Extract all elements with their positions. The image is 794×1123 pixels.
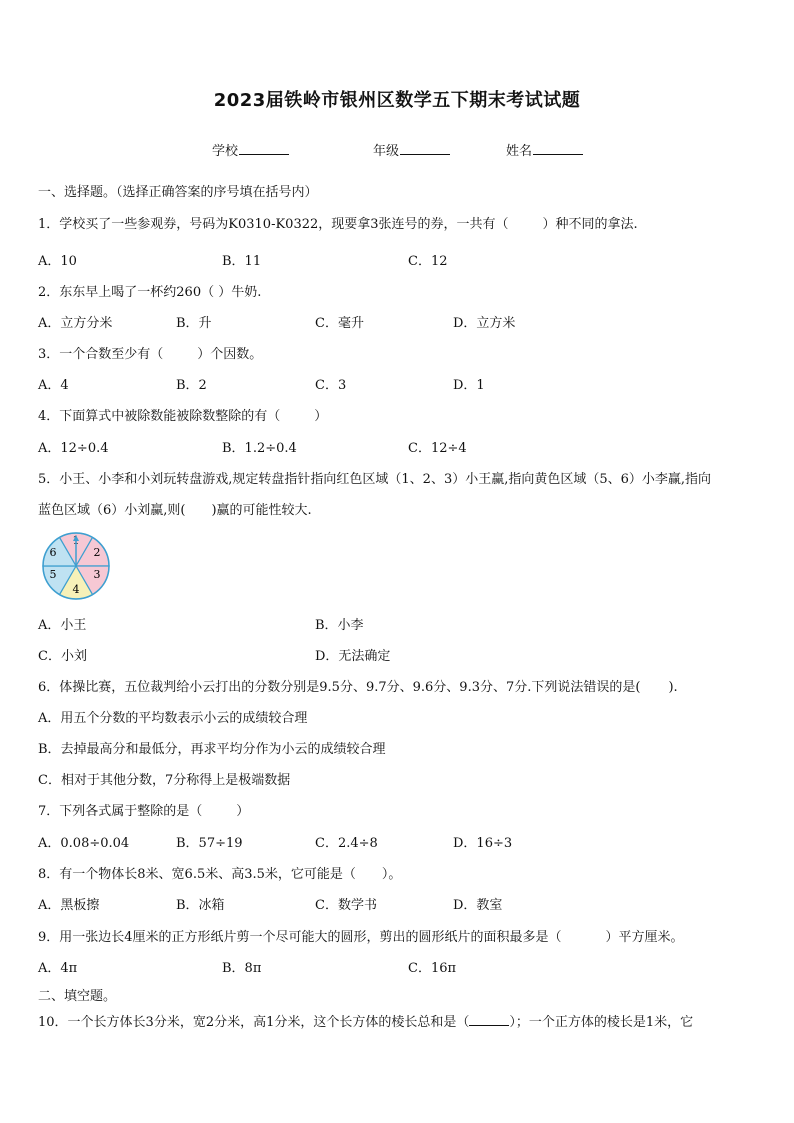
wheel-label-6: 6 bbox=[49, 546, 57, 559]
q9-option-a[interactable]: A．4π bbox=[38, 961, 78, 976]
question-10-text-a: 10．一个长方体长3分米，宽2分米，高1分米，这个长方体的棱长总和是（ bbox=[38, 1015, 470, 1030]
q1-option-c[interactable]: C．12 bbox=[408, 254, 448, 269]
question-8: 8．有一个物体长8米、宽6.5米、高3.5米，它可能是（ ）。 bbox=[38, 867, 402, 882]
school-blank[interactable] bbox=[239, 142, 289, 155]
question-4-text-a: 4．下面算式中被除数能被除数整除的有（ bbox=[38, 409, 281, 424]
question-9 bbox=[38, 926, 684, 945]
q7-option-b[interactable]: B．57÷19 bbox=[176, 836, 243, 851]
question-9-text-b: ）平方厘米。 bbox=[605, 930, 684, 945]
spinner-wheel bbox=[36, 530, 118, 602]
question-6 bbox=[38, 676, 678, 695]
grade-blank[interactable] bbox=[400, 142, 450, 155]
q4-option-a[interactable]: A．12÷0.4 bbox=[38, 441, 109, 456]
q3-option-a[interactable]: A．4 bbox=[38, 378, 69, 393]
question-6-text-a: 6．体操比赛，五位裁判给小云打出的分数分别是9.5分、9.7分、9.6分、9.3分、7分.下列说法错误的是( bbox=[38, 680, 641, 695]
page-title: 2023届铁岭市银州区数学五下期末考试试题 bbox=[213, 90, 581, 111]
q7-option-d[interactable]: D．16÷3 bbox=[453, 836, 513, 851]
q2-option-c[interactable]: C．毫升 bbox=[315, 316, 364, 331]
q9-option-c[interactable]: C．16π bbox=[408, 961, 457, 976]
q3-option-d[interactable]: D．1 bbox=[453, 378, 485, 393]
school-label: 学校 bbox=[212, 144, 239, 159]
question-7 bbox=[38, 800, 249, 819]
question-5-text-a: 蓝色区域（6）小刘赢,则( bbox=[38, 503, 186, 518]
q5-option-c[interactable]: C．小刘 bbox=[38, 649, 87, 664]
question-1-text-b: ）种不同的拿法. bbox=[542, 217, 638, 232]
q8-option-c[interactable]: C．数学书 bbox=[315, 898, 377, 913]
q8-option-d[interactable]: D．教室 bbox=[453, 898, 503, 913]
question-4-text-b: ） bbox=[314, 409, 328, 424]
question-10 bbox=[38, 1011, 693, 1030]
q4-option-b[interactable]: B．1.2÷0.4 bbox=[222, 441, 297, 456]
q5-option-d[interactable]: D．无法确定 bbox=[315, 649, 391, 664]
q6-option-c[interactable]: C．相对于其他分数，7分称得上是极端数据 bbox=[38, 773, 291, 788]
question-2: 2．东东早上喝了一杯约260（ ）牛奶. bbox=[38, 285, 262, 300]
q4-option-c[interactable]: C．12÷4 bbox=[408, 441, 467, 456]
name-label: 姓名 bbox=[506, 144, 533, 159]
wheel-label-3: 3 bbox=[93, 568, 101, 581]
q7-option-c[interactable]: C．2.4÷8 bbox=[315, 836, 378, 851]
q6-option-a[interactable]: A．用五个分数的平均数表示小云的成绩较合理 bbox=[38, 711, 308, 726]
wheel-label-4: 4 bbox=[72, 583, 80, 596]
question-5-text-b: )赢的可能性较大. bbox=[211, 503, 312, 518]
question-5-line-1: 5．小王、小李和小刘玩转盘游戏,规定转盘指针指向红色区域（1、2、3）小王赢,指向黄色区域（5、6）小李赢,指向 bbox=[38, 472, 712, 487]
grade-label: 年级 bbox=[373, 144, 400, 159]
q1-option-b[interactable]: B．11 bbox=[222, 254, 262, 269]
question-3-text-b: ）个因数。 bbox=[197, 347, 263, 362]
question-7-text-a: 7．下列各式属于整除的是（ bbox=[38, 804, 203, 819]
question-3-text-a: 3．一个合数至少有（ bbox=[38, 347, 164, 362]
q9-option-b[interactable]: B．8π bbox=[222, 961, 262, 976]
section-2-title: 二、填空题。 bbox=[38, 989, 117, 1004]
q8-option-b[interactable]: B．冰箱 bbox=[176, 898, 225, 913]
q8-option-a[interactable]: A．黑板擦 bbox=[38, 898, 100, 913]
q6-option-b[interactable]: B．去掉最高分和最低分，再求平均分作为小云的成绩较合理 bbox=[38, 742, 386, 757]
school-field[interactable] bbox=[212, 140, 289, 159]
q7-option-a[interactable]: A．0.08÷0.04 bbox=[38, 836, 130, 851]
q3-option-c[interactable]: C．3 bbox=[315, 378, 347, 393]
question-9-text-a: 9．用一张边长4厘米的正方形纸片剪一个尽可能大的圆形，剪出的圆形纸片的面积最多是（ bbox=[38, 930, 562, 945]
q2-option-d[interactable]: D．立方米 bbox=[453, 316, 516, 331]
q5-option-a[interactable]: A．小王 bbox=[38, 618, 87, 633]
name-field[interactable] bbox=[506, 140, 583, 159]
q3-option-b[interactable]: B．2 bbox=[176, 378, 207, 393]
question-7-text-b: ） bbox=[236, 804, 250, 819]
wheel-label-5: 5 bbox=[49, 568, 57, 581]
question-6-text-b: ). bbox=[668, 680, 678, 695]
q1-option-a[interactable]: A．10 bbox=[38, 254, 77, 269]
question-5-line-2 bbox=[38, 499, 312, 518]
answer-blank[interactable] bbox=[469, 1013, 509, 1026]
q2-option-a[interactable]: A．立方分米 bbox=[38, 316, 113, 331]
wheel-label-2: 2 bbox=[93, 546, 101, 559]
name-blank[interactable] bbox=[533, 142, 583, 155]
question-10-text-b: ）；一个正方体的棱长是1米，它 bbox=[509, 1015, 694, 1030]
section-1-title: 一、选择题。（选择正确答案的序号填在括号内） bbox=[38, 185, 318, 200]
grade-field[interactable] bbox=[373, 140, 450, 159]
q5-option-b[interactable]: B．小李 bbox=[315, 618, 364, 633]
question-3 bbox=[38, 343, 262, 362]
question-1 bbox=[38, 213, 638, 232]
question-4 bbox=[38, 405, 327, 424]
question-1-text-a: 1．学校买了一些参观券，号码为K0310-K0322，现要拿3张连号的券，一共有（ bbox=[38, 217, 509, 232]
q2-option-b[interactable]: B．升 bbox=[176, 316, 212, 331]
